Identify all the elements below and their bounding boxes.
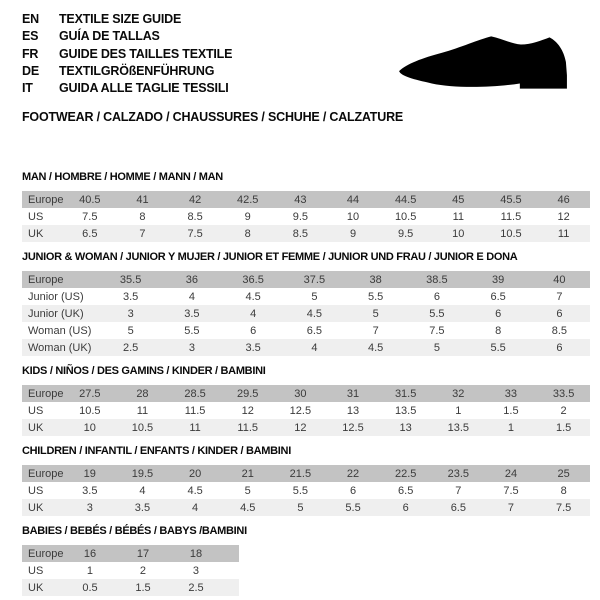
size-cell: 1	[455, 404, 462, 417]
size-cell: 6	[495, 307, 502, 320]
language-row	[22, 63, 232, 80]
size-cell: 11.5	[500, 210, 522, 223]
language-code: ES	[22, 29, 39, 44]
size-cell: 37.5	[303, 273, 326, 286]
size-cell: 38.5	[426, 273, 448, 286]
size-cell: 16	[83, 547, 97, 560]
size-cell: 12	[294, 421, 307, 434]
size-cell: 23.5	[447, 467, 470, 480]
size-cell: 21	[241, 467, 254, 480]
size-cell: 6.5	[450, 501, 466, 514]
size-table	[22, 271, 590, 356]
table-row	[22, 545, 239, 562]
size-cell: 3	[188, 341, 195, 354]
blank-cell	[222, 545, 239, 562]
size-cell: 8	[139, 210, 146, 223]
size-cell: 5.5	[429, 307, 445, 320]
table-row	[22, 191, 590, 208]
language-label: TEXTILGRÖßENFÜHRUNG	[59, 63, 215, 78]
row-label: US	[28, 564, 44, 577]
size-cell: 7	[139, 227, 146, 240]
size-table	[22, 545, 239, 596]
language-label: TEXTILE SIZE GUIDE	[59, 12, 182, 26]
size-cell: 13.5	[394, 404, 417, 417]
size-table-section	[22, 525, 590, 596]
size-cell: 6.5	[306, 324, 323, 337]
table-title: MAN / HOMBRE / HOMME / MANN / MAN	[22, 171, 223, 183]
language-list	[22, 11, 232, 97]
size-table-section	[22, 171, 590, 242]
size-cell: 6	[433, 290, 440, 303]
table-row	[22, 499, 590, 516]
size-cell: 12	[557, 210, 570, 223]
size-cell: 5	[244, 484, 251, 497]
size-cell: 10.5	[79, 404, 101, 417]
size-cell: 4	[192, 501, 199, 514]
size-cell: 1.5	[555, 421, 572, 434]
size-cell: 31	[346, 387, 360, 400]
size-cell: 2.5	[122, 341, 139, 354]
size-cell: 2	[560, 404, 567, 417]
size-cell: 4.5	[367, 341, 384, 354]
size-cell: 10.5	[131, 421, 154, 434]
size-cell: 0.5	[82, 581, 98, 594]
size-cell: 10	[452, 227, 465, 240]
row-label: UK	[28, 501, 44, 514]
size-cell: 43	[294, 193, 307, 206]
size-cell: 5.5	[490, 341, 506, 354]
row-label: Woman (US)	[28, 324, 92, 337]
size-table	[22, 385, 590, 436]
size-cell: 7.5	[503, 484, 519, 497]
size-cell: 8.5	[551, 324, 568, 337]
size-cell: 44	[346, 193, 360, 206]
size-cell: 38	[369, 273, 382, 286]
language-row	[22, 46, 232, 63]
size-cell: 18	[189, 547, 203, 560]
size-cell: 9	[349, 227, 357, 240]
category-title: FOOTWEAR / CALZADO / CHAUSSURES / SCHUHE / CALZATURE	[22, 110, 404, 124]
table-row	[22, 288, 590, 305]
size-cell: 29.5	[237, 387, 259, 400]
size-cell: 33.5	[552, 387, 575, 400]
table-row	[22, 579, 239, 596]
size-cell: 3	[127, 307, 134, 320]
table-row	[22, 339, 590, 356]
size-cell: 6	[556, 307, 563, 320]
row-label: Europe	[28, 193, 64, 206]
size-cell: 25	[557, 467, 570, 480]
row-label: US	[28, 484, 44, 497]
size-cell: 41	[136, 193, 149, 206]
table-row	[22, 465, 590, 482]
table-row	[22, 385, 590, 402]
size-cell: 28.5	[184, 387, 206, 400]
size-cell: 3	[192, 564, 200, 577]
language-code: DE	[22, 63, 39, 78]
size-cell: 6	[349, 484, 357, 497]
language-row	[22, 11, 232, 28]
size-cell: 45	[452, 193, 465, 206]
size-cell: 21.5	[289, 467, 312, 480]
table-row	[22, 305, 590, 322]
size-cell: 44.5	[394, 193, 417, 206]
size-cell: 40	[553, 273, 566, 286]
size-cell: 9.5	[398, 227, 414, 240]
size-cell: 45.5	[500, 193, 522, 206]
size-cell: 11	[452, 210, 464, 223]
size-cell: 3.5	[82, 484, 98, 497]
row-label: UK	[28, 227, 44, 240]
size-cell: 4	[188, 290, 195, 303]
size-cell: 8	[244, 227, 251, 240]
size-cell: 13.5	[447, 421, 469, 434]
size-cell: 4	[311, 341, 318, 354]
size-cell: 28	[136, 387, 149, 400]
row-label: US	[28, 210, 44, 223]
size-cell: 5	[311, 290, 318, 303]
size-table	[22, 191, 590, 242]
size-cell: 6	[556, 341, 563, 354]
size-cell: 3.5	[134, 501, 151, 514]
table-title: JUNIOR & WOMAN / JUNIOR Y MUJER / JUNIOR ET FEMME / JUNIOR UND FRAU / JUNIOR E DONA	[22, 251, 518, 263]
row-label: Europe	[28, 387, 64, 400]
language-code: EN	[22, 12, 39, 26]
size-cell: 1	[507, 421, 514, 434]
size-cell: 6.5	[82, 227, 98, 240]
size-cell: 20	[188, 467, 202, 480]
size-cell: 9	[244, 210, 251, 223]
size-cell: 22	[346, 467, 360, 480]
size-cell: 11	[189, 421, 201, 434]
size-cell: 42.5	[237, 193, 259, 206]
size-cell: 10	[346, 210, 360, 223]
language-row	[22, 80, 232, 97]
table-title: KIDS / NIÑOS / DES GAMINS / KINDER / BAMBINI	[22, 365, 266, 377]
size-cell: 5.5	[367, 290, 384, 303]
size-cell: 33	[504, 387, 518, 400]
size-cell: 7	[507, 501, 515, 514]
size-tables	[22, 171, 590, 596]
table-row	[22, 419, 590, 436]
shoe-icon	[396, 33, 570, 95]
size-cell: 10.5	[500, 227, 522, 240]
size-cell: 4	[250, 307, 257, 320]
size-cell: 2	[139, 564, 147, 577]
table-row	[22, 322, 590, 339]
size-cell: 7.5	[429, 324, 445, 337]
language-code: FR	[22, 46, 39, 61]
size-cell: 3	[86, 501, 93, 514]
size-cell: 11	[557, 227, 570, 240]
size-cell: 7	[372, 324, 379, 337]
size-cell: 27.5	[79, 387, 101, 400]
table-row	[22, 402, 590, 419]
language-label: GUIDA ALLE TAGLIE TESSILI	[59, 81, 229, 96]
size-cell: 3.5	[184, 307, 200, 320]
size-cell: 1.5	[135, 581, 151, 594]
size-cell: 6.5	[490, 290, 506, 303]
row-label: Woman (UK)	[28, 341, 92, 354]
size-cell: 32	[452, 387, 465, 400]
language-label: GUIDE DES TAILLES TEXTILE	[59, 46, 233, 61]
row-label: UK	[28, 581, 44, 594]
table-row	[22, 562, 239, 579]
size-cell: 12.5	[342, 421, 364, 434]
size-cell: 10	[83, 421, 96, 434]
size-cell: 8.5	[292, 227, 309, 240]
size-cell: 8.5	[187, 210, 203, 223]
size-cell: 36.5	[242, 273, 264, 286]
size-cell: 7	[455, 484, 462, 497]
size-cell: 5	[127, 324, 134, 337]
size-cell: 8	[495, 324, 502, 337]
size-cell: 30	[294, 387, 307, 400]
size-cell: 4.5	[187, 484, 203, 497]
row-label: Europe	[28, 547, 64, 560]
row-label: Junior (UK)	[28, 307, 84, 320]
row-label: UK	[28, 421, 44, 434]
size-cell: 11	[136, 404, 149, 417]
size-cell: 7	[556, 290, 563, 303]
size-table	[22, 465, 590, 516]
size-cell: 11.5	[184, 404, 206, 417]
size-cell: 6.5	[398, 484, 414, 497]
size-cell: 5	[433, 341, 440, 354]
size-cell: 6	[402, 501, 409, 514]
language-label: GUÍA DE TALLAS	[59, 29, 160, 44]
size-cell: 6	[250, 324, 257, 337]
size-cell: 19.5	[131, 467, 154, 480]
size-cell: 3.5	[122, 290, 139, 303]
size-cell: 5	[372, 307, 379, 320]
size-cell: 4.5	[240, 501, 256, 514]
size-cell: 7.5	[187, 227, 203, 240]
size-cell: 5.5	[184, 324, 200, 337]
size-cell: 22.5	[394, 467, 417, 480]
size-cell: 8	[560, 484, 567, 497]
size-cell: 4	[139, 484, 146, 497]
size-cell: 1	[86, 564, 94, 577]
size-cell: 1.5	[503, 404, 519, 417]
size-cell: 31.5	[394, 387, 417, 400]
table-row	[22, 208, 590, 225]
size-cell: 40.5	[79, 193, 101, 206]
size-cell: 9.5	[292, 210, 309, 223]
blank-cell	[222, 562, 239, 579]
size-cell: 13	[346, 404, 360, 417]
table-row	[22, 225, 590, 242]
size-cell: 13	[399, 421, 412, 434]
row-label: US	[28, 404, 44, 417]
size-cell: 4.5	[245, 290, 261, 303]
table-row	[22, 482, 590, 499]
size-cell: 39	[492, 273, 505, 286]
size-cell: 10.5	[394, 210, 417, 223]
size-cell: 7.5	[556, 501, 572, 514]
size-table-section	[22, 251, 590, 356]
size-cell: 7.5	[82, 210, 98, 223]
size-cell: 12.5	[289, 404, 312, 417]
size-cell: 5.5	[345, 501, 361, 514]
row-label: Europe	[28, 467, 64, 480]
row-label: Junior (US)	[28, 290, 84, 303]
size-cell: 5.5	[292, 484, 309, 497]
blank-cell	[222, 579, 239, 596]
language-row	[22, 28, 232, 45]
size-table-section	[22, 445, 590, 516]
size-cell: 35.5	[119, 273, 142, 286]
size-cell: 42	[188, 193, 202, 206]
size-cell: 12	[241, 404, 254, 417]
size-cell: 4.5	[306, 307, 323, 320]
table-row	[22, 271, 590, 288]
size-cell: 17	[136, 547, 150, 560]
size-cell: 24	[504, 467, 518, 480]
size-cell: 19	[83, 467, 96, 480]
size-cell: 2.5	[188, 581, 204, 594]
size-cell: 5	[297, 501, 304, 514]
table-title: CHILDREN / INFANTIL / ENFANTS / KINDER / BAMBINI	[22, 445, 291, 457]
size-cell: 3.5	[245, 341, 261, 354]
table-title: BABIES / BEBÉS / BÉBÉS / BABYS /BAMBINI	[22, 525, 247, 537]
size-cell: 46	[557, 193, 570, 206]
size-cell: 11.5	[237, 421, 259, 434]
row-label: Europe	[28, 273, 64, 286]
language-code: IT	[22, 81, 33, 96]
size-table-section	[22, 365, 590, 436]
size-cell: 36	[185, 273, 198, 286]
